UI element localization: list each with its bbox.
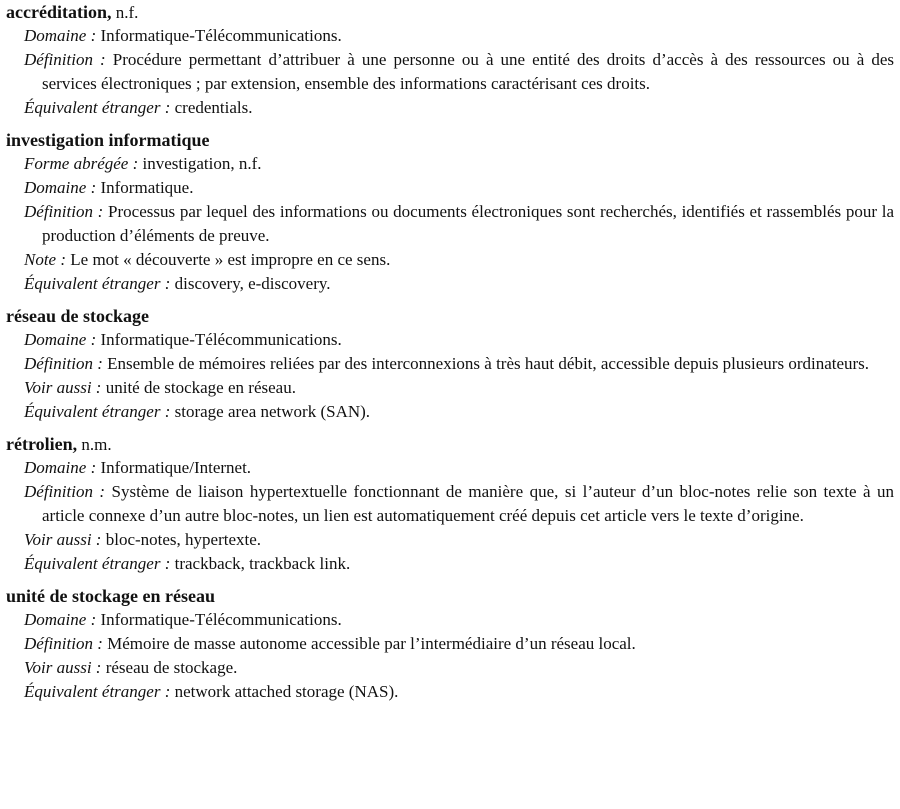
field-text: discovery, e-discovery. xyxy=(174,274,331,293)
field-text: credentials. xyxy=(174,98,253,117)
domain-field xyxy=(24,456,894,480)
headword: rétrolien, xyxy=(6,434,78,454)
headword: unité de stockage en réseau xyxy=(6,586,215,606)
headword: investigation informatique xyxy=(6,130,210,150)
entry-heading xyxy=(6,304,894,328)
field-label: Voir aussi : xyxy=(24,530,102,549)
field-label: Équivalent étranger : xyxy=(24,402,171,421)
domain-field xyxy=(24,24,894,48)
glossary-entry xyxy=(6,128,894,296)
field-text: Informatique. xyxy=(100,178,194,197)
see-also-field xyxy=(24,656,894,680)
entry-heading xyxy=(6,432,894,456)
field-text: Processus par lequel des informations ou documents électroniques sont recherchés, identifiés et rassemblés pour la production d’éléments de preuve. xyxy=(42,202,895,245)
definition-field xyxy=(24,632,894,656)
foreign-equivalent-field xyxy=(24,272,894,296)
definition-field xyxy=(24,352,894,376)
field-text: network attached storage (NAS). xyxy=(174,682,399,701)
grammatical-category: n.m. xyxy=(81,435,112,454)
glossary-entry xyxy=(6,304,894,424)
field-text: Le mot « découverte » est impropre en ce sens. xyxy=(70,250,391,269)
field-label: Équivalent étranger : xyxy=(24,682,171,701)
field-label: Équivalent étranger : xyxy=(24,98,171,117)
field-label: Définition : xyxy=(24,50,106,69)
domain-field xyxy=(24,328,894,352)
field-text: investigation, n.f. xyxy=(142,154,262,173)
foreign-equivalent-field xyxy=(24,96,894,120)
field-text: Procédure permettant d’attribuer à une personne ou à une entité des droits d’accès à des ressources ou à des services électroniques ; par extension, ensemble des informations caractérisant ces droits. xyxy=(42,50,895,93)
glossary-entry xyxy=(6,584,894,704)
field-label: Domaine : xyxy=(24,610,97,629)
field-text: Informatique-Télécommunications. xyxy=(100,330,342,349)
field-text: unité de stockage en réseau. xyxy=(105,378,296,397)
glossary-entry xyxy=(6,432,894,576)
foreign-equivalent-field xyxy=(24,552,894,576)
field-text: storage area network (SAN). xyxy=(174,402,371,421)
see-also-field xyxy=(24,528,894,552)
headword: réseau de stockage xyxy=(6,306,149,326)
field-label: Définition : xyxy=(24,482,106,501)
field-text: Informatique-Télécommunications. xyxy=(100,610,342,629)
field-label: Voir aussi : xyxy=(24,658,102,677)
note-field xyxy=(24,248,894,272)
field-label: Définition : xyxy=(24,202,104,221)
field-label: Domaine : xyxy=(24,178,97,197)
field-label: Voir aussi : xyxy=(24,378,102,397)
definition-field xyxy=(24,480,894,528)
field-text: réseau de stockage. xyxy=(105,658,238,677)
field-text: trackback, trackback link. xyxy=(174,554,351,573)
foreign-equivalent-field xyxy=(24,400,894,424)
field-label: Équivalent étranger : xyxy=(24,554,171,573)
field-label: Note : xyxy=(24,250,67,269)
grammatical-category: n.f. xyxy=(115,3,139,22)
field-label: Domaine : xyxy=(24,458,97,477)
field-text: Mémoire de masse autonome accessible par l’intermédiaire d’un réseau local. xyxy=(107,634,636,653)
definition-field xyxy=(24,200,894,248)
field-label: Forme abrégée : xyxy=(24,154,139,173)
domain-field xyxy=(24,176,894,200)
foreign-equivalent-field xyxy=(24,680,894,704)
field-text: Ensemble de mémoires reliées par des interconnexions à très haut débit, accessible depuis plusieurs ordinateurs. xyxy=(107,354,870,373)
glossary-entry xyxy=(6,0,894,120)
field-label: Domaine : xyxy=(24,330,97,349)
field-text: Informatique-Télécommunications. xyxy=(100,26,342,45)
field-label: Équivalent étranger : xyxy=(24,274,171,293)
entry-heading xyxy=(6,584,894,608)
headword: accréditation, xyxy=(6,2,112,22)
entry-heading xyxy=(6,0,894,24)
field-label: Définition : xyxy=(24,354,103,373)
field-text: Système de liaison hypertextuelle fonctionnant de manière que, si l’auteur d’un bloc-notes relie son texte à un article connexe d’un autre bloc-notes, un lien est automatiquement créé depuis cet article vers le texte d’origine. xyxy=(42,482,895,525)
field-label: Domaine : xyxy=(24,26,97,45)
field-text: Informatique/Internet. xyxy=(100,458,252,477)
entry-heading xyxy=(6,128,894,152)
field-label: Définition : xyxy=(24,634,103,653)
field-text: bloc-notes, hypertexte. xyxy=(105,530,262,549)
see-also-field xyxy=(24,376,894,400)
short-form-field xyxy=(24,152,894,176)
domain-field xyxy=(24,608,894,632)
definition-field xyxy=(24,48,894,96)
